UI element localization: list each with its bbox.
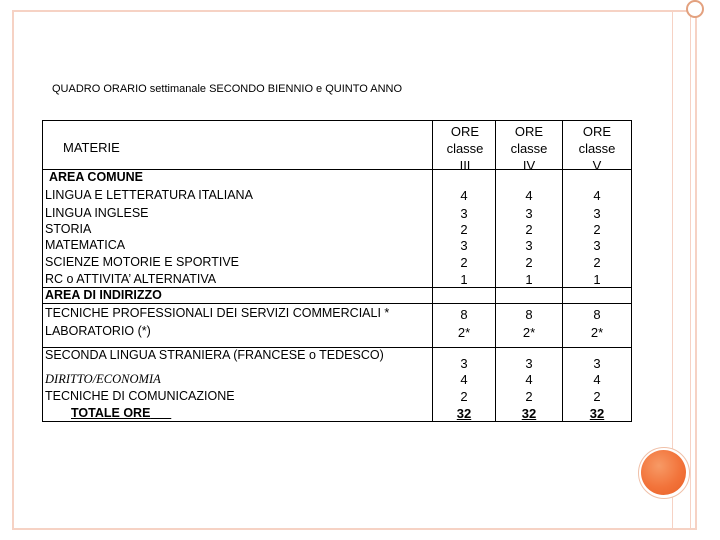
row-label: TECNICHE DI COMUNICAZIONE [45,389,235,403]
total-label: TOTALE ORE [71,406,151,420]
total-value: 32 [521,406,537,421]
cell-value: 4 [525,372,533,387]
row-label: STORIA [45,222,92,236]
row-label: SCIENZE MOTORIE E SPORTIVE [45,255,240,269]
row-divider [43,303,631,304]
cell-value: 2 [593,389,601,404]
cell-value: 3 [460,238,468,253]
cell-value: 4 [593,372,601,387]
row-label: LABORATORIO (*) [45,324,151,338]
total-value: 32 [456,406,472,421]
frame-rule [690,10,691,530]
cell-value: 4 [593,188,601,203]
section-area-comune: AREA COMUNE [49,170,143,184]
cell-value: 2 [460,389,468,404]
cell-value: 4 [460,188,468,203]
cell-value: 8 [593,307,601,322]
cell-value: 2 [525,255,533,270]
cell-value: 1 [460,272,468,287]
cell-value: 1 [525,272,533,287]
cell-value: 2* [457,325,471,340]
cell-value: 3 [593,206,601,221]
cell-value: 4 [525,188,533,203]
cell-value: 2 [460,222,468,237]
cell-value: 4 [460,372,468,387]
cell-value: 2 [460,255,468,270]
column-divider [495,121,496,421]
cell-value: 2 [525,222,533,237]
cell-value: 2 [525,389,533,404]
section-area-indirizzo: AREA DI INDIRIZZO [45,288,162,302]
row-label: LINGUA INGLESE [45,206,149,220]
total-value: 32 [589,406,605,421]
decorative-ring [686,0,704,18]
cell-value: 3 [460,356,468,371]
cell-value: 2* [522,325,536,340]
page-title: QUADRO ORARIO settimanale SECONDO BIENNIO e QUINTO ANNO [52,83,403,95]
schedule-table [42,120,632,422]
cell-value: 3 [460,206,468,221]
cell-value: 3 [525,206,533,221]
header-materie: MATERIE [63,140,120,155]
row-label: SECONDA LINGUA STRANIERA (FRANCESE o TEDESCO) [45,348,384,362]
cell-value: 3 [593,238,601,253]
cell-value: 3 [525,356,533,371]
row-label: RC o ATTIVITA’ ALTERNATIVA [45,272,217,286]
row-label: MATEMATICA [45,238,126,252]
cell-value: 2* [590,325,604,340]
cell-value: 3 [525,238,533,253]
cell-value: 1 [593,272,601,287]
decorative-orange-circle [641,450,686,495]
cell-value: 8 [525,307,533,322]
header-classe-iv: ORE classe IV [510,124,548,173]
cell-value: 2 [593,222,601,237]
row-label: DIRITTO/ECONOMIA [45,372,161,386]
cell-value: 8 [460,307,468,322]
column-divider [432,121,433,421]
column-divider [562,121,563,421]
header-classe-v: ORE classe V [578,124,616,173]
cell-value: 3 [593,356,601,371]
cell-value: 2 [593,255,601,270]
header-classe-iii: ORE classe III [446,124,484,173]
row-label: LINGUA E LETTERATURA ITALIANA [45,188,253,202]
row-label: TECNICHE PROFESSIONALI DEI SERVIZI COMMERCIALI * [45,306,390,320]
